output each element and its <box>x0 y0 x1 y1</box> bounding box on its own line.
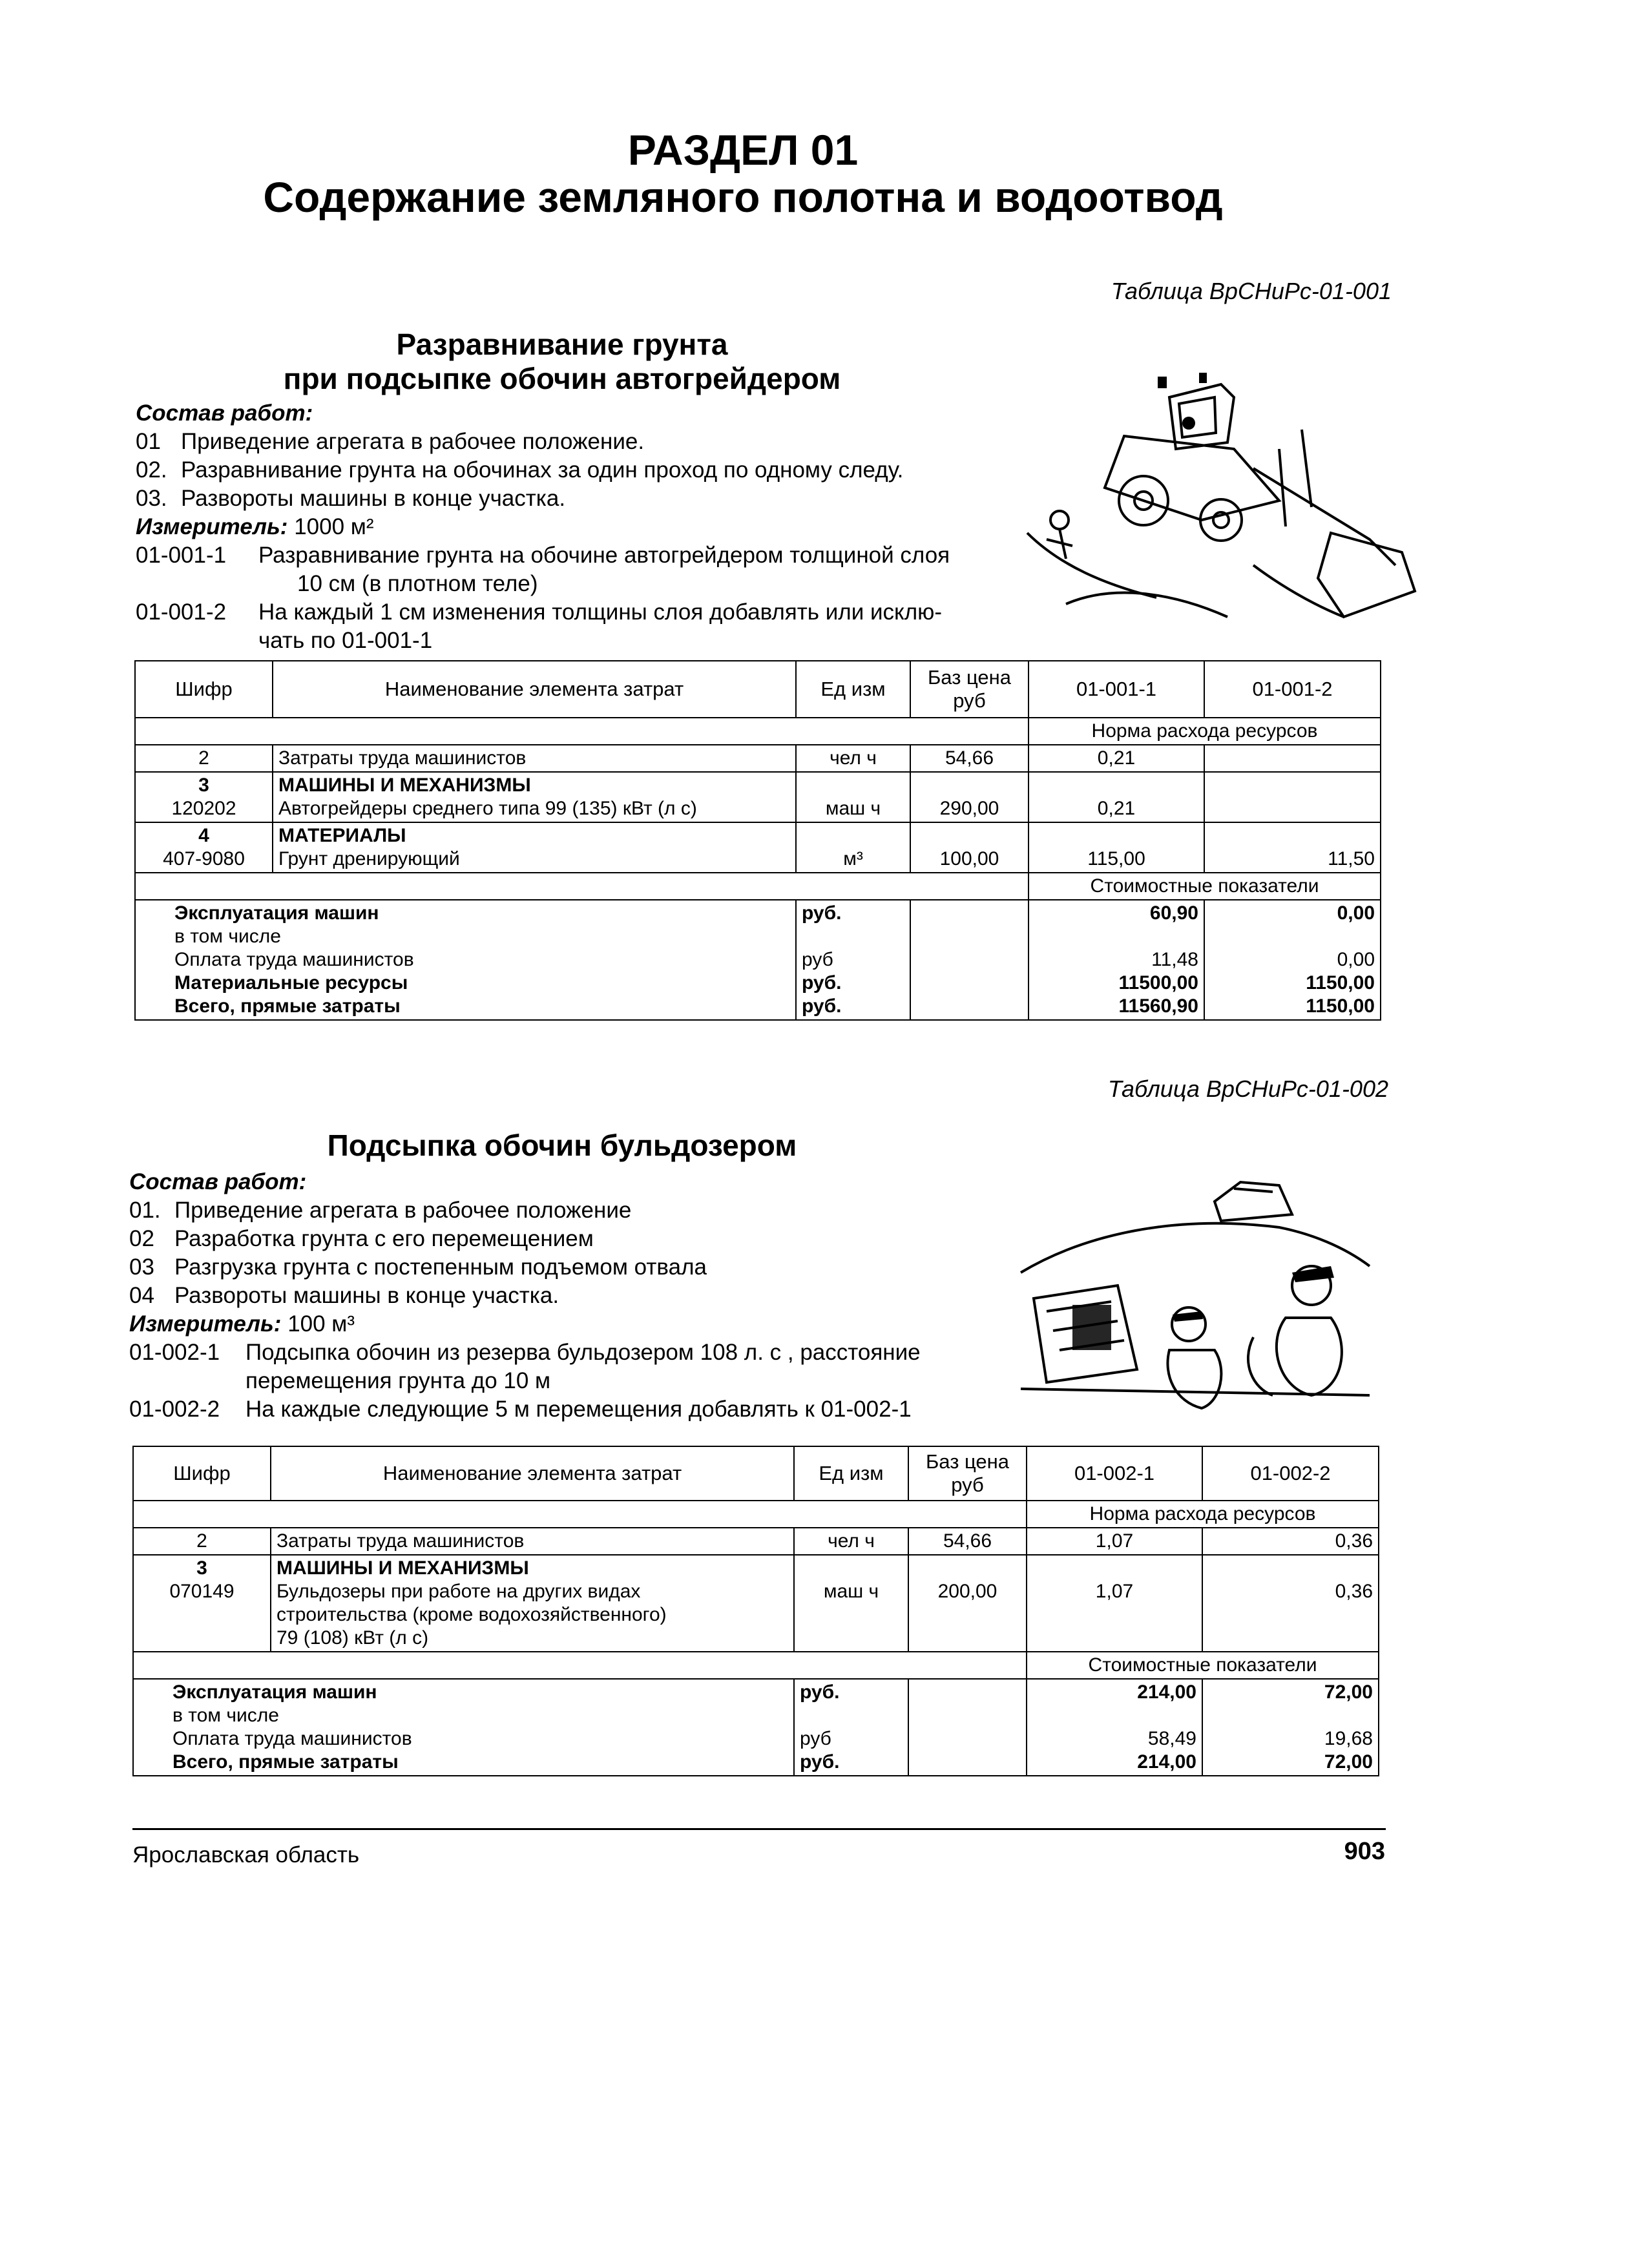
header-cipher: Шифр <box>133 1446 271 1501</box>
table2-title: Подсыпка обочин бульдозером <box>327 1129 797 1162</box>
work-item: 01 Приведение агрегата в рабочее положение. <box>136 429 645 454</box>
header-price: Баз цена руб <box>910 661 1029 718</box>
header-name: Наименование элемента затрат <box>271 1446 794 1501</box>
table1-work-block <box>136 399 1027 655</box>
table-row: 3 120202 МАШИНЫ И МЕХАНИЗМЫ Автогрейдеры среднего типа 99 (135) кВт (л с) маш ч 290,00 0,21 <box>135 772 1381 822</box>
footer-rule <box>132 1828 1386 1830</box>
work-item: 01. Приведение агрегата в рабочее положение <box>129 1198 632 1223</box>
header-col1: 01-001-1 <box>1029 661 1204 718</box>
work-label: Состав работ: <box>136 401 313 426</box>
cost-label: Стоимостные показатели <box>1029 873 1381 900</box>
cost-rows: Эксплуатация машин в том числе Оплата труда машинистов Всего, прямые затраты руб. руб руб. 214,00 58,49 214,00 72,00 19,68 72,00 <box>133 1679 1379 1776</box>
footer-region: Ярославская область <box>132 1842 360 1867</box>
section-title: Содержание земляного полотна и водоотвод <box>263 173 1223 221</box>
table-row: 2 Затраты труда машинистов чел ч 54,66 1,07 0,36 <box>133 1528 1379 1555</box>
rate-line: 01-002-2 На каждые следующие 5 м перемещения добавлять к 01-002-1 <box>129 1397 912 1422</box>
work-item: 02 Разработка грунта с его перемещением <box>129 1226 594 1251</box>
header-col2: 01-002-2 <box>1202 1446 1379 1501</box>
cost-rows: Эксплуатация машин в том числе Оплата труда машинистов Материальные ресурсы Всего, прямые затраты руб. руб руб. руб. 60,90 11,48 11500,00 11560,90 0,00 0,00 1150,00 1150,00 <box>135 900 1381 1020</box>
norm-label: Норма расхода ресурсов <box>1027 1501 1379 1528</box>
table-ref-1: Таблица ВрСНиРс-01-001 <box>1111 278 1392 304</box>
work-label: Состав работ: <box>129 1169 307 1194</box>
section-number: РАЗДЕЛ 01 <box>627 126 859 174</box>
work-item: 03 Разгрузка грунта с постепенным подъемом отвала <box>129 1254 707 1280</box>
rate-line: 01-001-2 На каждый 1 см изменения толщины слоя добавлять или исклю- <box>136 599 943 625</box>
rate-line: 01-002-1 Подсыпка обочин из резерва бульдозером 108 л. с , расстояние <box>129 1340 921 1365</box>
meter: Измеритель: 100 м³ <box>129 1311 355 1337</box>
table-row: 2 Затраты труда машинистов чел ч 54,66 0,21 <box>135 745 1381 772</box>
grader-illustration <box>1008 371 1421 643</box>
cost-label: Стоимостные показатели <box>1027 1652 1379 1679</box>
header-col1: 01-002-1 <box>1027 1446 1202 1501</box>
rate-line-cont: 10 см (в плотном теле) <box>297 571 538 596</box>
header-unit: Ед изм <box>796 661 910 718</box>
header-price: Баз цена руб <box>908 1446 1027 1501</box>
table-row: 4 407-9080 МАТЕРИАЛЫ Грунт дренирующий м³ 100,00 115,00 11,50 <box>135 822 1381 873</box>
rate-line: 01-001-1 Разравнивание грунта на обочине автогрейдером толщиной слоя <box>136 543 950 568</box>
table-row: 3 070149 МАШИНЫ И МЕХАНИЗМЫ Бульдозеры при работе на других видах строительства (кроме водохозяйственного) 79 (108) кВт (л с) маш ч 200,00 1,07 0,36 <box>133 1555 1379 1652</box>
header-name: Наименование элемента затрат <box>273 661 796 718</box>
bulldozer-illustration <box>1008 1156 1383 1415</box>
table1-title-line1: Разравнивание грунта <box>396 328 728 361</box>
header-cipher: Шифр <box>135 661 273 718</box>
header-unit: Ед изм <box>794 1446 908 1501</box>
header-col2: 01-001-2 <box>1204 661 1381 718</box>
table1-grid <box>134 660 1381 1021</box>
rate-line-cont: чать по 01-001-1 <box>258 628 433 653</box>
rate-line-cont: перемещения грунта до 10 м <box>245 1368 551 1393</box>
table2-grid <box>132 1446 1379 1776</box>
page-number: 903 <box>1344 1838 1385 1865</box>
table1-title-line2: при подсыпке обочин автогрейдером <box>283 362 841 395</box>
work-item: 04 Развороты машины в конце участка. <box>129 1283 559 1308</box>
table2-work-block <box>129 1168 1034 1424</box>
meter: Измеритель: 1000 м² <box>136 514 374 539</box>
work-item: 02. Разравнивание грунта на обочинах за один проход по одному следу. <box>136 457 904 483</box>
norm-label: Норма расхода ресурсов <box>1029 718 1381 745</box>
table-ref-2: Таблица ВрСНиРс-01-002 <box>1107 1076 1388 1102</box>
work-item: 03. Развороты машины в конце участка. <box>136 486 566 511</box>
